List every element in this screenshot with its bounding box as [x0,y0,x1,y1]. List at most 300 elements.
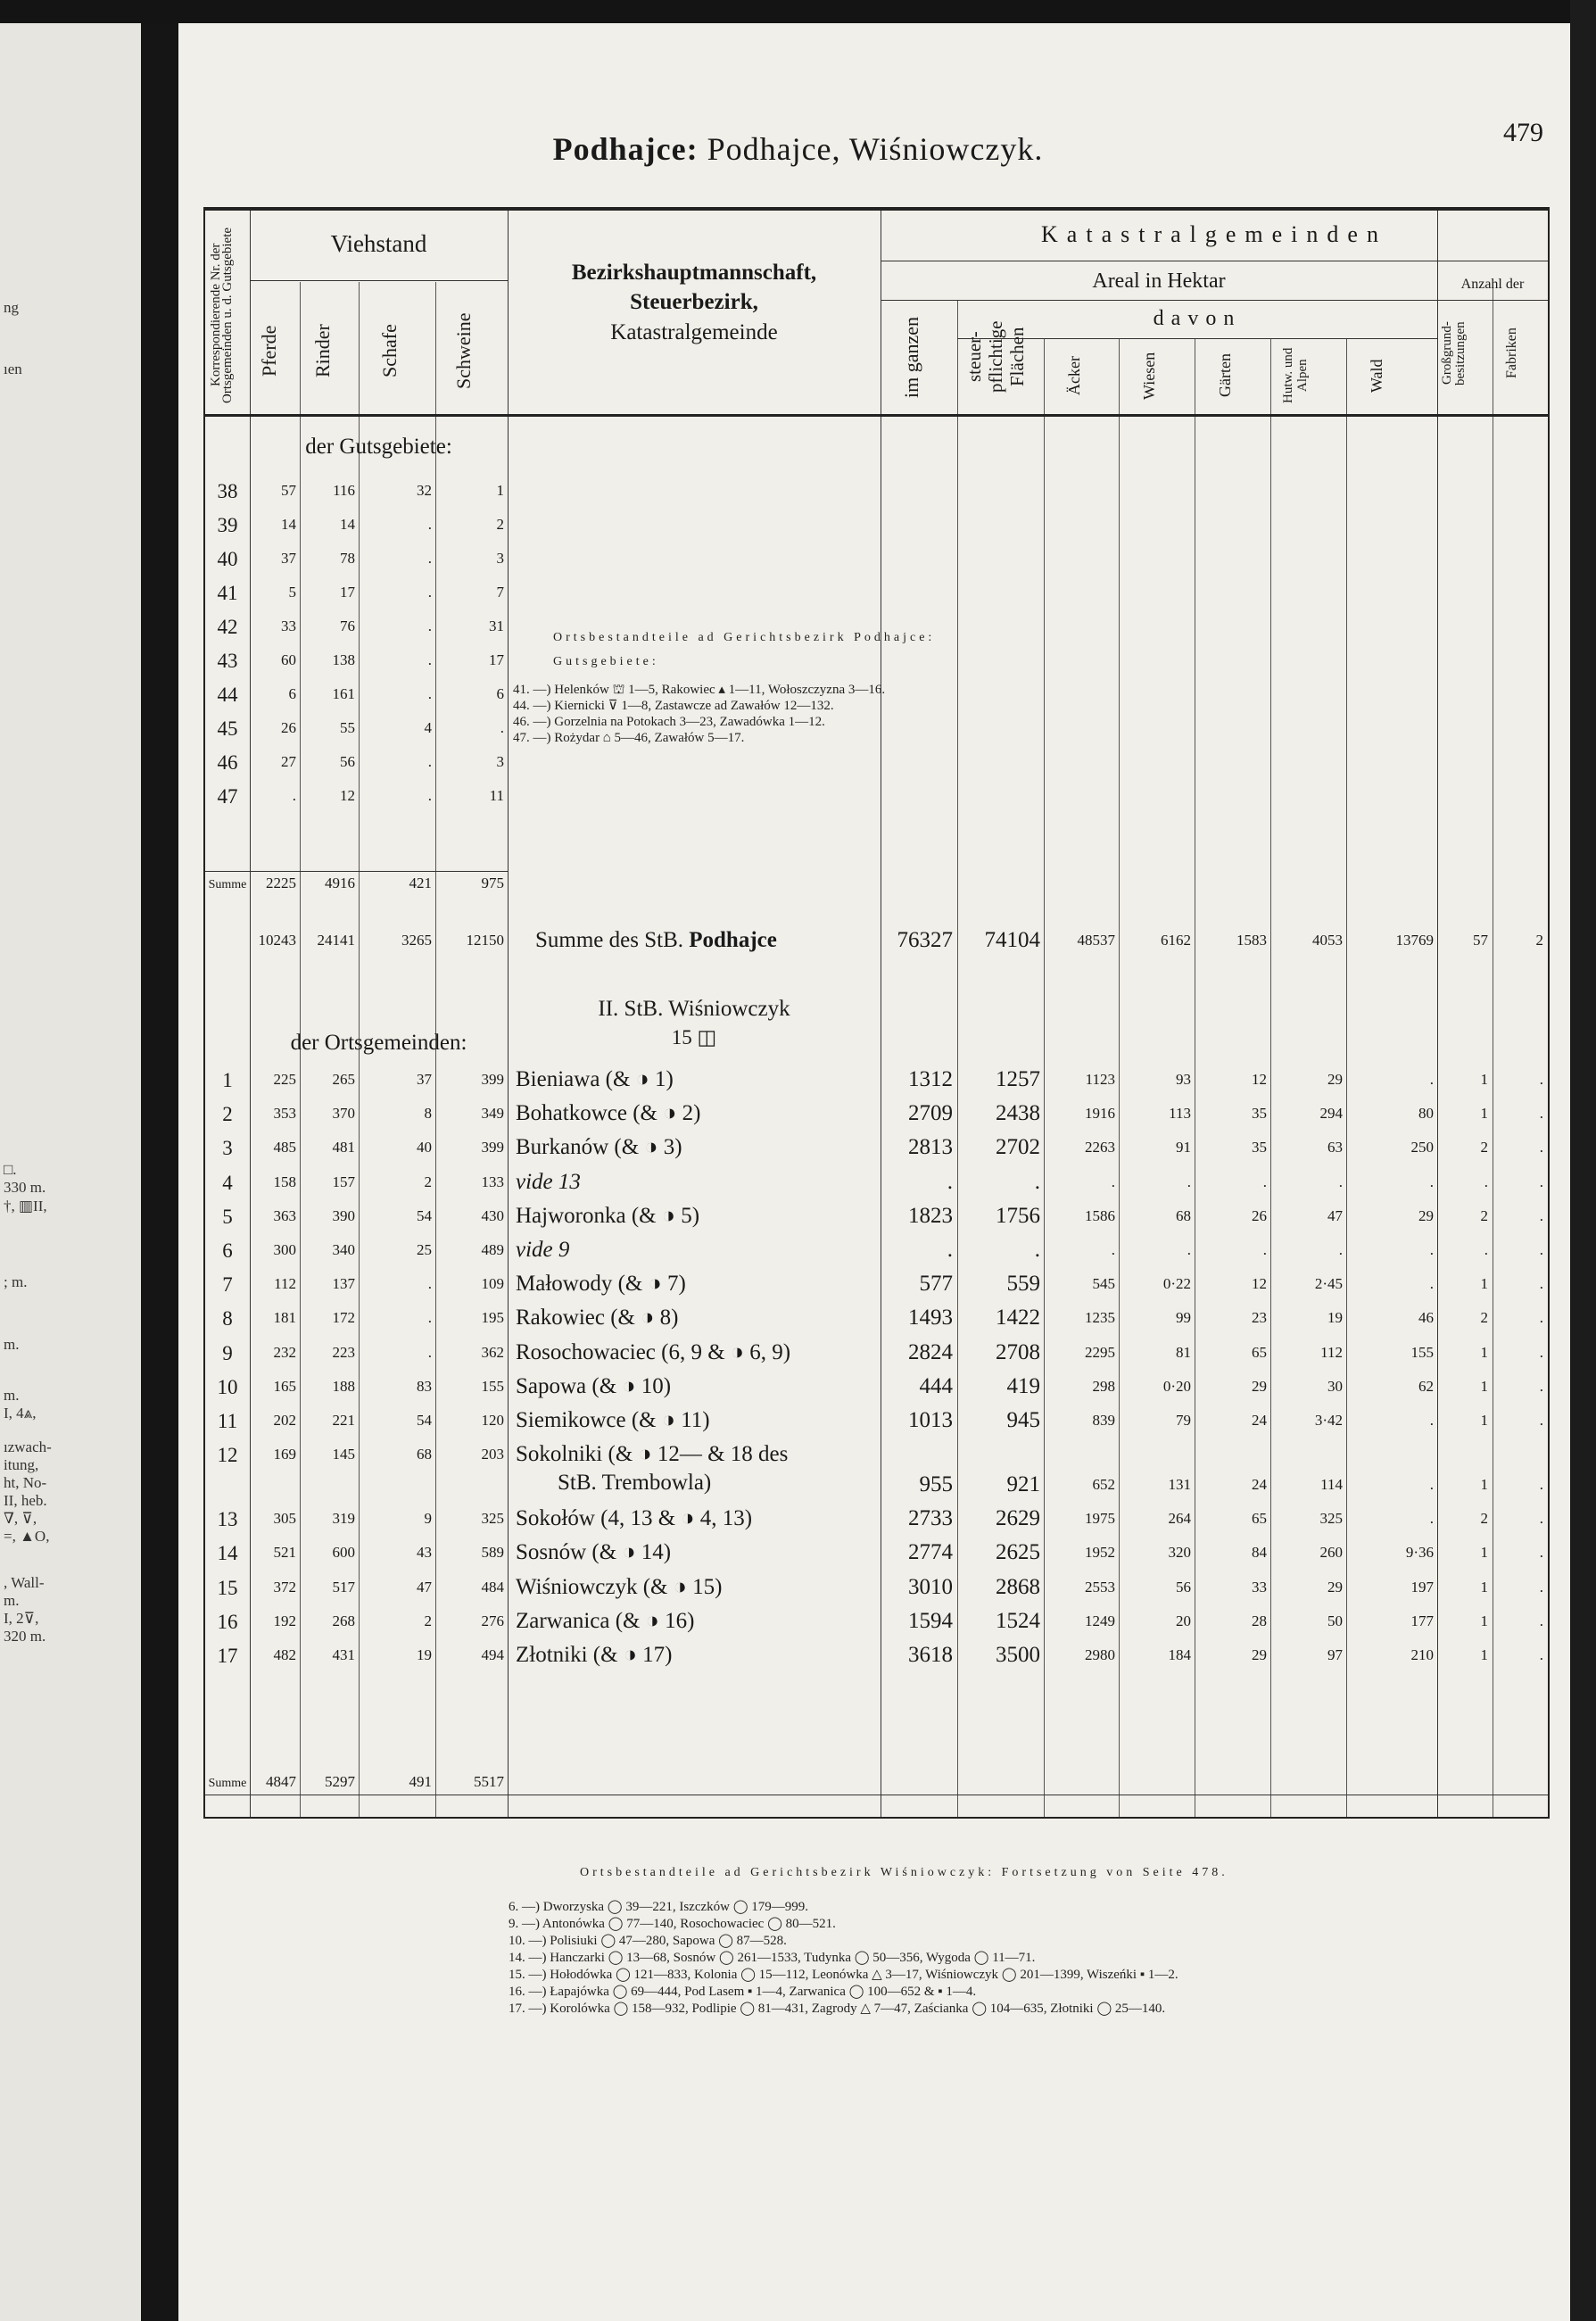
table-cell: . [1187,1173,1191,1190]
notes-heading: Ortsbestandteile ad Gerichtsbezirk Wiśniowczyk: Fortsetzung von Seite 478. [580,1866,1228,1879]
table-cell: 430 [481,1206,504,1224]
gutter-text: m. [4,1387,20,1404]
row-number: 42 [217,616,238,638]
table-cell: 202 [273,1412,296,1429]
table-cell: 1 [1480,1071,1488,1088]
section-label: der Ortsgemeinden: [290,1031,467,1055]
table-cell: 12 [340,787,355,804]
header-schafe: Schafe [378,324,401,378]
table-cell: 264 [1168,1510,1191,1528]
table-cell: 2733 [908,1506,953,1531]
row-number: 45 [217,717,238,740]
gemeinde-name: Siemikowce (& ◑ 11) [516,1408,710,1432]
table-cell: . [1539,1377,1543,1395]
table-cell: 116 [333,482,355,499]
table-cell: 184 [1168,1646,1191,1663]
note-line: 15. —) Hołodówka ◯ 121—833, Kolonia ◯ 15—112, Leonówka △ 3—17, Wiśniowczyk ◯ 201—1399, Wiszeńki ▪ 1—2. [509,1968,1178,1982]
table-cell: 32 [417,482,432,499]
gutter-text: m. [4,1336,20,1353]
table-cell: 1422 [996,1306,1040,1330]
header-wiesen: Wiesen [1140,352,1158,400]
table-row [205,1065,1548,1099]
table-cell: 30 [1327,1377,1343,1395]
gemeinde-name: Zarwanica (& ◑ 16) [516,1608,695,1633]
table-cell: 1 [1480,1105,1488,1123]
table-cell: 192 [273,1612,296,1629]
row-number: 47 [217,785,238,808]
gutter-text: I, 2⊽, [4,1610,39,1627]
table-cell: 138 [332,651,355,668]
table-row [205,477,1548,510]
table-cell: 3265 [401,932,432,949]
table-cell: 2263 [1085,1139,1115,1156]
table-row [205,1168,1548,1202]
table-cell: 74104 [984,928,1040,952]
table-cell: 839 [1092,1412,1115,1429]
table-cell: 1 [1480,1578,1488,1596]
table-cell: 158 [273,1173,296,1190]
table-cell: 11 [489,787,504,804]
table-cell: 5517 [474,1773,504,1790]
table-cell: 12 [1252,1275,1267,1293]
table-cell: 1249 [1085,1612,1115,1629]
gemeinde-name: vide 13 [516,1169,581,1194]
table-cell: 482 [273,1646,296,1663]
table-row [205,1372,1548,1406]
table-cell: . [1539,1412,1543,1429]
table-cell: 320 [1168,1544,1191,1562]
table-cell: . [1539,1206,1543,1224]
table-cell: 29 [1327,1071,1343,1088]
table-cell: 223 [332,1343,355,1361]
table-cell: 419 [1006,1373,1040,1398]
table-cell: 1823 [908,1203,953,1228]
gemeinde-name: Sapowa (& ◑ 10) [516,1373,672,1398]
table-cell: . [1539,1275,1543,1293]
header-rinder: Rinder [311,324,334,378]
table-cell: 9 [424,1510,432,1528]
table-cell: 14 [340,516,355,533]
note-line: 14. —) Hanczarki ◯ 13—68, Sosnów ◯ 261—1533, Tudynka ◯ 50—356, Wygoda ◯ 11—71. [509,1951,1036,1965]
table-cell: 19 [417,1646,432,1663]
table-cell: 0·20 [1162,1377,1191,1395]
table-cell: 325 [1319,1510,1343,1528]
table-cell: 93 [1176,1071,1191,1088]
table-cell: 545 [1092,1275,1115,1293]
table-cell: 80 [1418,1105,1434,1123]
gemeinde-name: Bohatkowce (& ◑ 2) [516,1101,701,1126]
gemeinde-name: Rosochowaciec (6, 9 & ◑ 6, 9) [516,1339,791,1364]
table-cell: 362 [481,1343,504,1361]
table-cell: 26 [1252,1206,1267,1224]
table-cell: 294 [1319,1105,1343,1123]
table-cell: 113 [1169,1105,1191,1123]
table-cell: . [427,550,432,567]
table-cell: 84 [1252,1544,1267,1562]
table-cell: 17 [340,584,355,601]
gutter-text: I, 4⩓, [4,1405,37,1422]
row-number: 2 [222,1103,233,1126]
table-cell: . [1539,1173,1543,1190]
table-cell: 2·45 [1314,1275,1343,1293]
summe-label: Summe [208,1777,247,1790]
row-number: 14 [217,1542,238,1565]
table-row [205,1099,1548,1133]
table-cell: 349 [481,1105,504,1123]
table-cell: 47 [1327,1206,1343,1224]
table-row [205,1270,1548,1304]
table-cell: 12150 [466,932,504,949]
section-subtitle: 15 ◫ [671,1026,717,1049]
row-number: 15 [217,1576,238,1599]
table-cell: 1235 [1085,1309,1115,1327]
table-cell: 203 [481,1446,504,1463]
table-cell: 120 [481,1412,504,1429]
table-cell: 19 [1327,1309,1343,1327]
header-pferde: Pferde [258,325,280,377]
table-cell: 55 [340,719,355,736]
table-row [205,646,1548,680]
table-cell: 370 [332,1105,355,1123]
table-cell: 372 [273,1578,296,1596]
table-cell: . [1262,1173,1267,1190]
table-cell: 17 [489,651,504,668]
table-cell: 2225 [266,875,296,891]
table-cell: 62 [1418,1377,1434,1395]
table-cell: . [1539,1343,1543,1361]
gemeinde-name: Wiśniowczyk (& ◑ 15) [516,1574,723,1599]
table-cell: 652 [1092,1476,1115,1494]
table-cell: 3618 [908,1643,953,1667]
table-cell: 390 [332,1206,355,1224]
table-cell: 40 [417,1139,432,1156]
table-cell: 1594 [908,1608,953,1633]
table-cell: 2 [1480,1510,1488,1528]
table-cell: 195 [481,1309,504,1327]
table-cell: . [947,1238,953,1262]
table-cell: 1756 [996,1203,1040,1228]
table-cell: 60 [281,651,296,668]
table-cell: 81 [1176,1343,1191,1361]
table-cell: . [427,787,432,804]
header-davon: davon [1153,307,1242,330]
notes-heading: Ortsbestandteile ad Gerichtsbezirk Podhajce: [553,631,936,644]
table-cell: 268 [332,1612,355,1629]
table-cell: 112 [1320,1343,1343,1361]
note-line: 10. —) Polisiuki ◯ 47—280, Sapowa ◯ 87—528. [509,1934,787,1948]
note-line: 6. —) Dworzyska ◯ 39—221, Iszczków ◯ 179—999. [509,1900,809,1914]
table-row [205,1440,1548,1505]
row-number: 9 [222,1341,233,1364]
table-cell: 91 [1176,1139,1191,1156]
table-cell: 65 [1252,1510,1267,1528]
table-cell: 181 [273,1309,296,1327]
table-cell: . [1111,1173,1115,1190]
table-cell: 26 [281,719,296,736]
table-cell: 1 [1480,1476,1488,1494]
table-cell: 56 [340,753,355,770]
table-cell: . [1034,1238,1040,1262]
table-cell: 23 [1252,1309,1267,1327]
table-cell: 353 [273,1105,296,1123]
table-cell: . [427,1275,432,1293]
row-number: 7 [222,1273,233,1297]
table-cell: 2438 [996,1101,1040,1126]
summe-stb-label: Summe des StB. Podhajce [535,928,777,952]
gutter-text: □. [4,1161,17,1178]
table-cell: 494 [481,1646,504,1663]
row-number: 12 [217,1444,238,1467]
header-im-ganzen: im ganzen [900,316,922,398]
table-cell: . [1484,1241,1488,1258]
table-cell: . [1111,1241,1115,1258]
row-number: 44 [217,684,238,706]
table-cell: 83 [417,1377,432,1395]
table-cell: 172 [332,1309,355,1327]
header-aecker: Äcker [1065,356,1083,395]
table-row [205,1339,1548,1372]
row-number: 13 [217,1508,238,1531]
table-cell: . [1429,1275,1434,1293]
table-cell: . [1539,1578,1543,1596]
row-number: 8 [222,1307,233,1330]
table-cell: . [1429,1173,1434,1190]
table-row [205,1607,1548,1641]
table-cell: 431 [332,1646,355,1663]
table-cell: 2980 [1085,1646,1115,1663]
table-cell: 2824 [908,1339,953,1364]
table-cell: 27 [281,753,296,770]
table-cell: . [427,685,432,702]
table-cell: 169 [273,1446,296,1463]
table-cell: 3500 [996,1643,1040,1667]
table-cell: 2 [1480,1309,1488,1327]
table-cell: 1583 [1236,932,1267,949]
table-cell: 79 [1176,1412,1191,1429]
table-cell: 10243 [258,932,296,949]
table-cell: 600 [332,1544,355,1562]
note-line: 46. —) Gorzelnia na Potokach 3—23, Zawadówka 1—12. [513,715,825,729]
table-cell: . [1429,1476,1434,1494]
table-cell: 260 [1319,1544,1343,1562]
header-nr: Korrespondierende Nr. der Ortsgemeinden u. d. Gutsgebiete [209,227,235,403]
table-row [205,1304,1548,1338]
table-cell: 1 [1480,1343,1488,1361]
table-cell: 63 [1327,1139,1343,1156]
table-cell: 1493 [908,1306,953,1330]
table-cell: . [427,516,432,533]
table-cell: 1 [1480,1275,1488,1293]
table-cell: 43 [417,1544,432,1562]
table-cell: . [1262,1241,1267,1258]
table-cell: 225 [273,1071,296,1088]
table-cell: 319 [332,1510,355,1528]
table-cell: 3·42 [1314,1412,1343,1429]
gemeinde-name: Złotniki (& ◑ 17) [516,1643,673,1667]
table-cell: 2629 [996,1506,1040,1531]
table-cell: 133 [481,1173,504,1190]
table-cell: 3 [496,550,504,567]
table-cell: . [1539,1309,1543,1327]
table-cell: 2 [424,1612,432,1629]
table-row [205,714,1548,748]
table-cell: 921 [1006,1472,1040,1497]
table-row [205,1573,1548,1607]
table-cell: . [1539,1646,1543,1663]
summe-row [205,1768,1548,1802]
table-cell: . [1539,1544,1543,1562]
table-cell: . [427,753,432,770]
table-cell: . [1429,1412,1434,1429]
table-row [205,1133,1548,1167]
table-cell: . [1539,1510,1543,1528]
row-number: 4 [222,1171,233,1194]
table-cell: 4916 [325,875,355,891]
table-cell: 491 [409,1773,432,1790]
table-cell: 363 [273,1206,296,1224]
table-cell: 2553 [1085,1578,1115,1596]
table-cell: 46 [1418,1309,1434,1327]
gutter-text: ; m. [4,1273,28,1290]
table-cell: 35 [1252,1139,1267,1156]
table-cell: 2774 [908,1540,953,1565]
table-cell: 114 [1320,1476,1343,1494]
table-cell: 2 [1480,1206,1488,1224]
table-cell: 3010 [908,1574,953,1599]
table-cell: 2 [496,516,504,533]
table-cell: . [1034,1169,1040,1194]
note-line: 9. —) Antonówka ◯ 77—140, Rosochowaciec ◯ 80—521. [509,1917,836,1931]
table-cell: 57 [281,482,296,499]
row-number: 10 [217,1375,238,1398]
table-cell: 340 [332,1241,355,1258]
table-cell: 6 [496,685,504,702]
table-cell: 1 [1480,1646,1488,1663]
table-cell: 589 [481,1544,504,1562]
table-cell: 50 [1327,1612,1343,1629]
table-row [205,1538,1548,1572]
table-row [205,1406,1548,1440]
table-cell: 1916 [1085,1105,1115,1123]
table-cell: 4 [424,719,432,736]
table-cell: 485 [273,1139,296,1156]
table-cell: 29 [1327,1578,1343,1596]
row-number: 40 [217,548,238,570]
table-cell: . [1539,1139,1543,1156]
table-cell: 29 [1252,1646,1267,1663]
table-cell: 5297 [325,1773,355,1790]
statistics-table [203,207,1550,1819]
table-cell: 399 [481,1071,504,1088]
table-cell: 232 [273,1343,296,1361]
scan-top-edge [0,0,1596,23]
table-cell: 577 [919,1272,953,1297]
table-cell: 76327 [897,928,953,952]
header-katastralgemeinden: Katastralgemeinden [1041,221,1387,247]
gemeinde-name: Sokolniki (& ◑ 12— & 18 des [516,1442,789,1467]
table-row [205,544,1548,578]
table-cell: 97 [1327,1646,1343,1663]
table-cell: 68 [417,1446,432,1463]
table-cell: . [427,651,432,668]
table-row [205,578,1548,612]
table-cell: 25 [417,1241,432,1258]
table-cell: 54 [417,1412,432,1429]
table-cell: 1975 [1085,1510,1115,1528]
gemeinde-name: Małowody (& ◑ 7) [516,1272,686,1297]
table-cell: 484 [481,1578,504,1596]
header-schweine: Schweine [452,312,475,390]
table-cell: . [1539,1105,1543,1123]
table-cell: 161 [332,685,355,702]
table-cell: . [427,1343,432,1361]
table-cell: . [1429,1241,1434,1258]
table-cell: 276 [481,1612,504,1629]
header-steuerbezirk: Steuerbezirk, [630,290,758,314]
table-cell: 131 [1168,1476,1191,1494]
table-row [205,1641,1548,1675]
table-cell: 1 [1480,1612,1488,1629]
table-cell: 221 [332,1412,355,1429]
gemeinde-name: Hajworonka (& ◑ 5) [516,1203,700,1228]
row-number: 3 [222,1137,233,1160]
table-cell: 37 [417,1071,432,1088]
gutter-text: ng [4,299,19,316]
table-cell: 99 [1176,1309,1191,1327]
table-cell: 109 [481,1275,504,1293]
table-cell: 2868 [996,1574,1040,1599]
gutter-text: , Wall- [4,1574,45,1591]
gemeinde-name-cont: StB. Trembowla) [558,1471,712,1496]
row-number: 38 [217,480,238,502]
notes-subheading: Gutsgebiete: [553,655,659,668]
table-cell: 20 [1176,1612,1191,1629]
gutter-text: itung, [4,1456,39,1473]
table-cell: . [1338,1173,1343,1190]
table-cell: 298 [1092,1377,1115,1395]
table-cell: 517 [332,1578,355,1596]
table-cell: 481 [332,1139,355,1156]
header-viehstand: Viehstand [330,230,427,257]
header-anzahl: Anzahl der [1460,277,1525,292]
table-cell: 1586 [1085,1206,1115,1224]
note-line: 44. —) Kiernicki ⊽ 1—8, Zastawcze ad Zawałów 12—132. [513,699,834,713]
table-row [205,1505,1548,1538]
table-cell: 2708 [996,1339,1040,1364]
table-cell: . [427,618,432,634]
scan-right-edge [1570,0,1596,2321]
table-cell: 265 [332,1071,355,1088]
table-cell: 2 [424,1173,432,1190]
row-number: 11 [217,1410,238,1432]
table-cell: 155 [1410,1343,1434,1361]
table-cell: 1123 [1085,1071,1115,1088]
table-cell: 2813 [908,1135,953,1160]
table-cell: 3 [496,753,504,770]
table-cell: 1312 [908,1067,953,1091]
table-cell: 2 [1535,932,1543,949]
table-cell: 188 [332,1377,355,1395]
row-number: 17 [217,1645,238,1667]
table-cell: . [427,1309,432,1327]
table-row [205,510,1548,544]
table-cell: 13769 [1395,932,1434,949]
table-cell: 165 [273,1377,296,1395]
table-cell: 4053 [1312,932,1343,949]
table-cell: 250 [1410,1139,1434,1156]
table-cell: 5 [288,584,296,601]
gutter-text: m. [4,1592,20,1609]
